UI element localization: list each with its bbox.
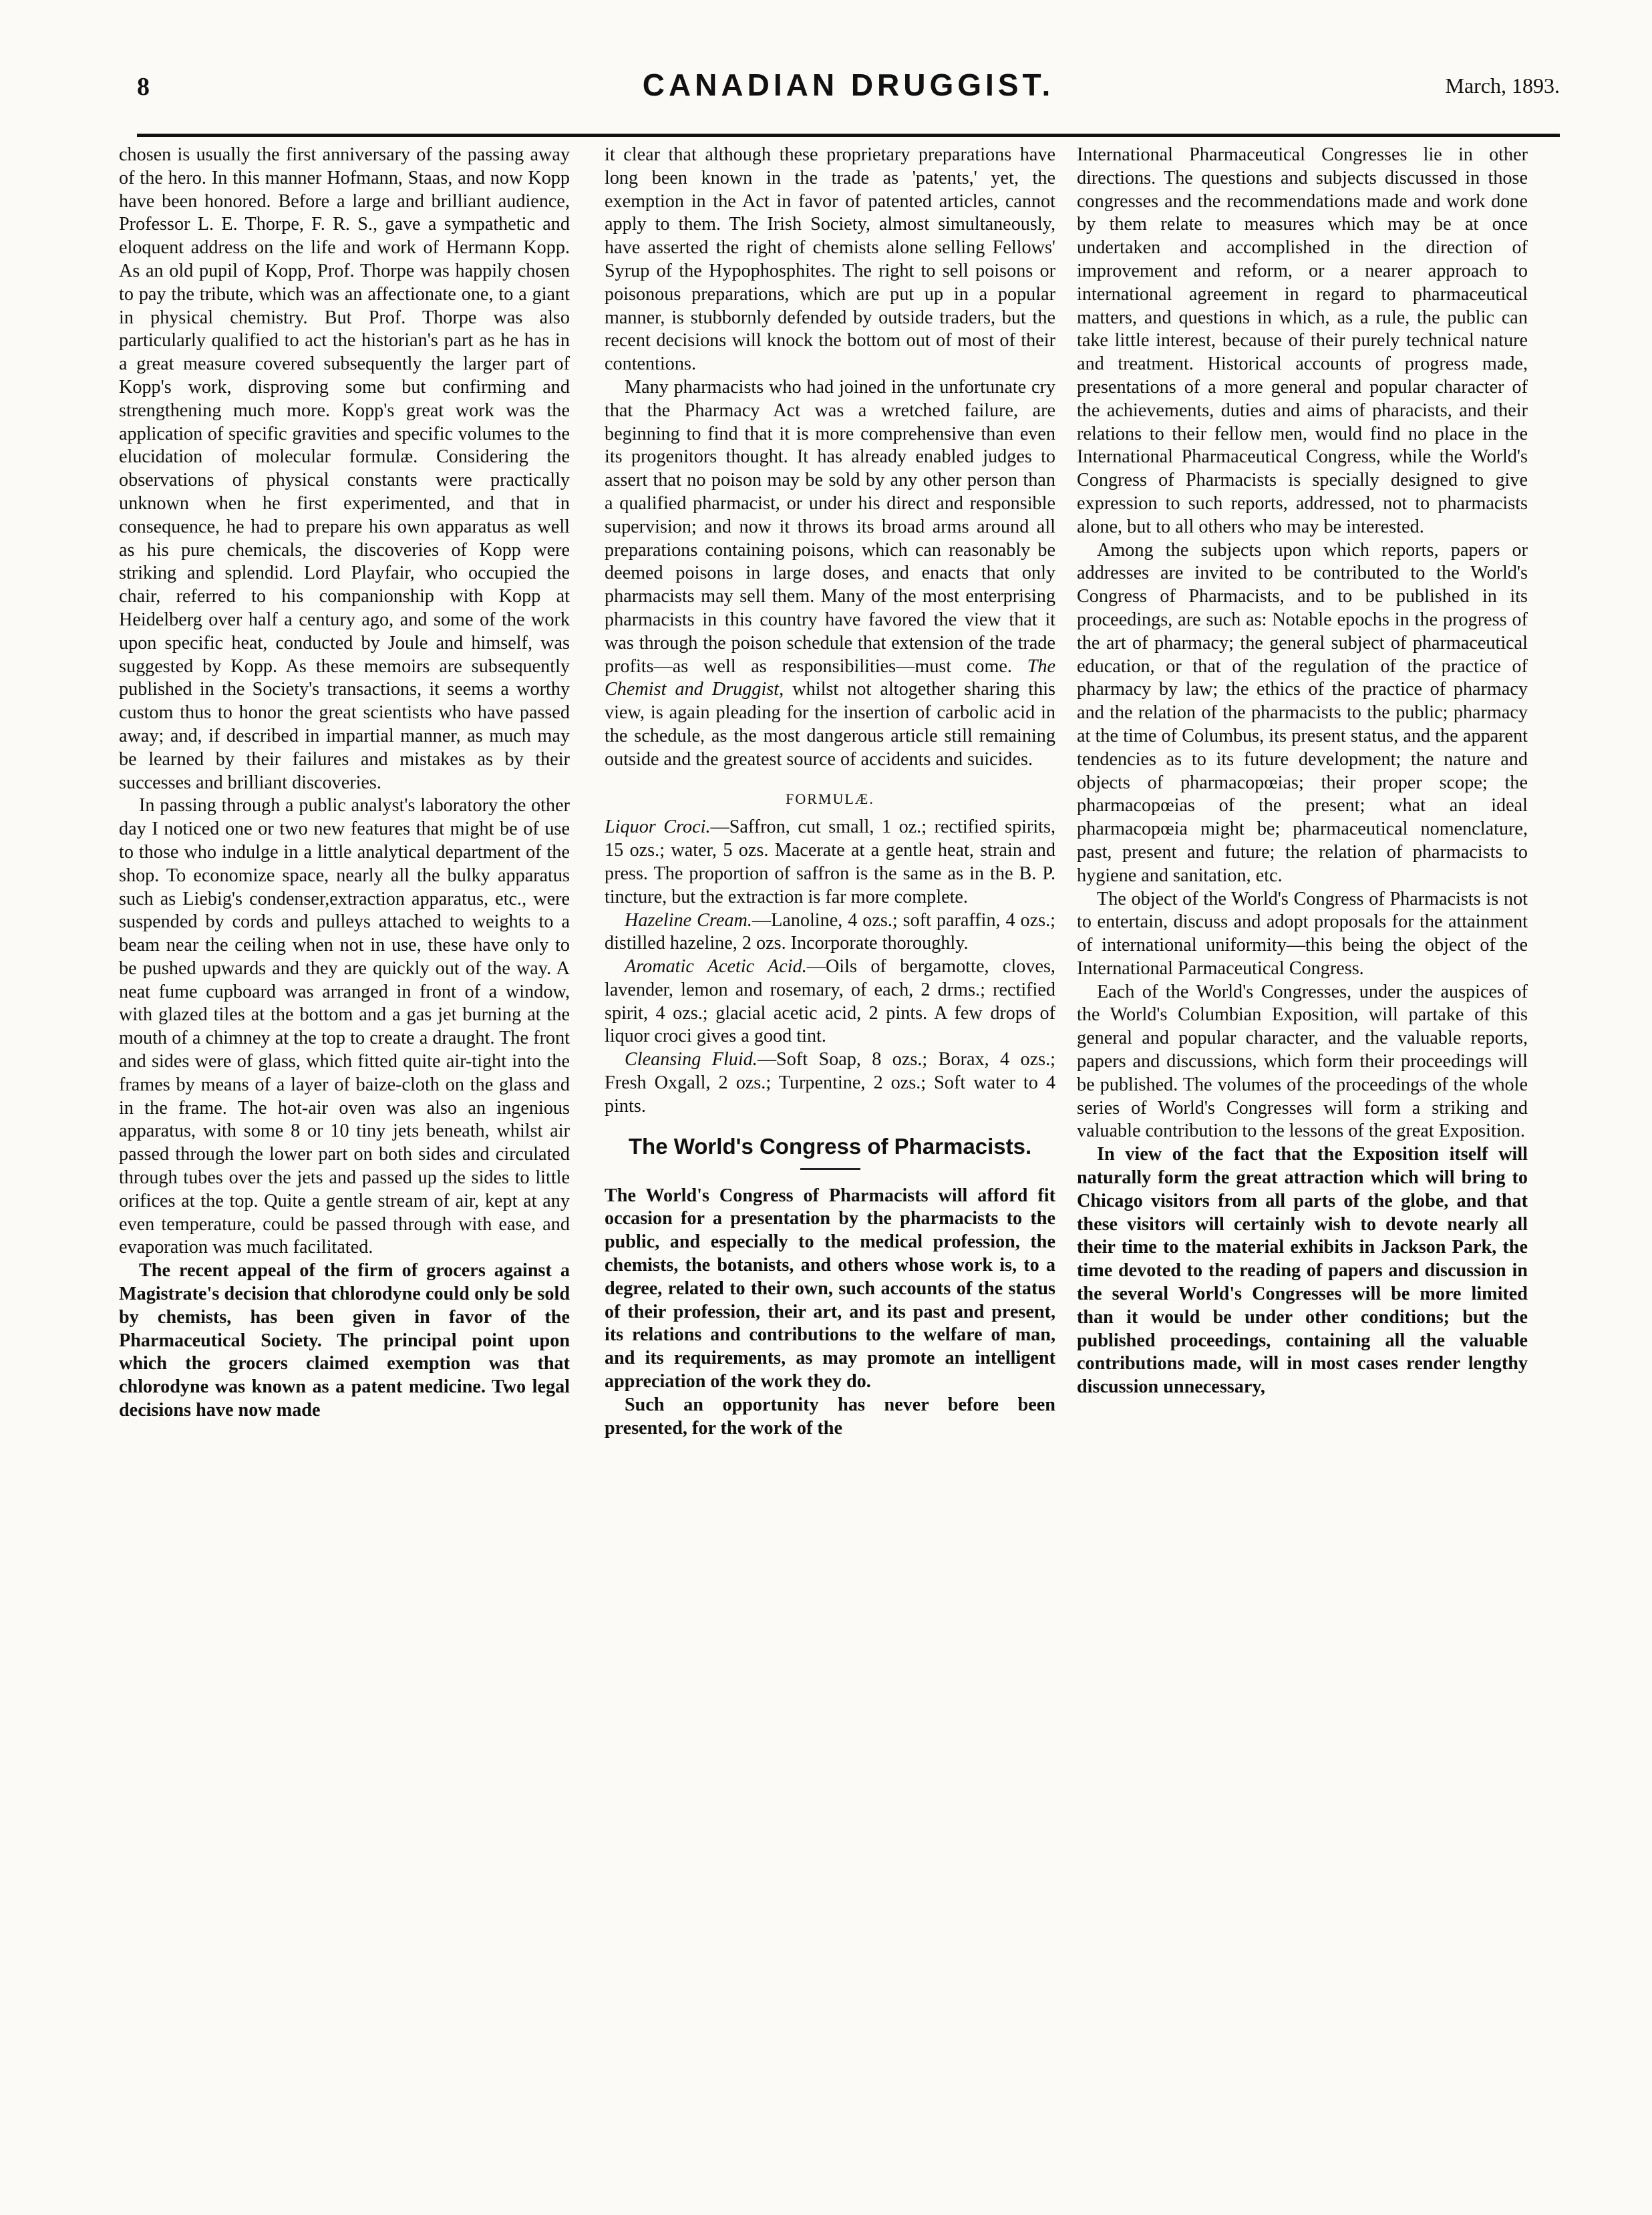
formula-3-name: Aromatic Acetic Acid.: [625, 956, 807, 978]
formula-4-name: Cleansing Fluid.: [625, 1049, 758, 1070]
column-3: [1077, 144, 1528, 1399]
article-paragraph-1: The World's Congress of Pharmacists will afford fit occasion for a presentation by the pharmacists to the public, and especially to the medical profession, the chemists, the botanists, and others whose work is, to a degree, related to their own, such accounts of the status of their profession, their art, and its past and present, its relations and contributions to the welfare of man, and its requirements, as may promote an intelligent appreciation of the work they do.: [605, 1185, 1055, 1392]
column-1: [119, 144, 570, 1423]
issue-date: March, 1893.: [1445, 73, 1560, 98]
column3-paragraph-1: International Pharmaceutical Congresses lie in other directions. The questions and subjects discussed in those congresses and the recommendations made and work done by them relate to measures which may be at once undertaken and accomplished in the direction of improvement and reform, or a nearer approach to international agreement in regard to pharmaceutical matters, and questions in which, as a rule, the public can take little interest, because of their purely technical nature and treatment. Historical accounts of progress made, presentations of a more general and popular character of the achievements, duties and aims of pharacists, and their relations to their fellow men, would find no place in the International Pharmaceutical Congress, while the World's Congress of Pharmacists is specially designed to give expression to such reports, addressed, not to pharmacists alone, but to all others who may be interested.: [1077, 144, 1528, 537]
formula-2-name: Hazeline Cream.: [625, 909, 752, 931]
formula-hazeline-cream: [605, 909, 1055, 956]
page-number: 8: [137, 73, 150, 101]
title-rule: [800, 1168, 860, 1170]
formula-4-text: —Soft Soap, 8 ozs.; Borax, 4 ozs.; Fresh Oxgall, 2 ozs.; Turpentine, 2 ozs.; Soft water to 4 pints.: [605, 1049, 1056, 1117]
column-2: [605, 144, 1055, 1440]
formula-3-text: —Oils of bergamotte, cloves, lavender, lemon and rosemary, of each, 2 drms.; rectified spirit, 4 ozs.; glacial acetic acid, 2 pints. A few drops of liquor croci gives a good tint.: [605, 956, 1055, 1047]
page-header: [137, 67, 1560, 114]
journal-title: The Chemist and Druggist,: [605, 655, 1055, 700]
column2-paragraph-2-text: Many pharmacists who had joined in the unfortunate cry that the Pharmacy Act was a wretched failure, are beginning to find that it is more comprehensive than even its progenitors thought. It has already enabled judges to assert that no poison may be sold by any other person than a qualified pharmacist, or under his direct and responsible supervision; and now it throws its broad arms around all preparations containing poisons, which can reasonably be deemed poisons in large doses, and enacts that only pharmacists may sell them. Many of the most enterprising pharmacists in this country have favored the view that it was through the poison schedule that extension of the trade profits—as well as responsibilities—must come.: [605, 376, 1055, 677]
formula-cleansing-fluid: [605, 1048, 1055, 1118]
formula-1-text: —Saffron, cut small, 1 oz.; rectified spirits, 15 ozs.; water, 5 ozs. Macerate at a gentle heat, strain and press. The proportion of saffron is the same as in the B. P. tincture, but the extraction is far more complete.: [605, 817, 1055, 907]
formula-aromatic-acetic-acid: [605, 955, 1055, 1048]
column3-paragraph-5: In view of the fact that the Exposition itself will naturally form the great attraction which will bring to Chicago visitors from all parts of the globe, and that these visitors will certainly wish to devote nearly all their time to the material exhibits in Jackson Park, the time devoted to the reading of papers and discussion in the several World's Congresses will be more limited than it would be under other conditions; but the published proceedings, containing all the valuable contributions made, will in most cases render lengthy discussion unnecessary,: [1077, 1144, 1528, 1398]
column2-paragraph-1: it clear that although these proprietary preparations have long been known in the trade as 'patents,' yet, the exemption in the Act in favor of patented articles, cannot apply to them. The Irish Society, almost simultaneously, have asserted the right of chemists alone selling Fellows' Syrup of the Hypophosphites. The right to sell poisons or poisonous preparations, which are put up in a popular manner, is stubbornly defended by outside traders, but the recent decisions will knock the bottom out of most of their contentions.: [605, 144, 1055, 375]
masthead-title: CANADIAN DRUGGIST.: [642, 67, 1055, 102]
formula-2-text: —Lanoline, 4 ozs.; soft paraffin, 4 ozs.; distilled hazeline, 2 ozs. Incorporate thoroughly.: [605, 909, 1056, 954]
column2-paragraph-2: [605, 376, 1055, 772]
column3-paragraph-4: Each of the World's Congresses, under the auspices of the World's Columbian Exposition, will partake of this general and popular character, and the valuable reports, papers and discussions, which form their proceedings will be published. The volumes of the proceedings of the whole series of World's Congresses will form a striking and valuable contribution to the lessons of the great Exposition.: [1077, 981, 1528, 1142]
header-rule: [137, 134, 1560, 137]
formula-liquor-croci: [605, 816, 1055, 909]
column1-paragraph-2: In passing through a public analyst's laboratory the other day I noticed one or two new features that might be of use to those who indulge in a little analytical department of the shop. To economize space, nearly all the bulky apparatus such as Liebig's condenser,extraction apparatus, etc., were suspended by cords and pulleys attached to weights to a beam near the ceiling when not in use, these have only to be pushed upwards and they are quickly out of the way. A neat fume cupboard was arranged in front of a window, with glazed tiles at the bottom and a gas jet burning at the mouth of a chimney at the top to create a draught. The front and sides were of glass, which fitted quite air-tight into the frames by means of a layer of baize-cloth on the glass and in the frame. The hot-air oven was also an ingenious apparatus, with some 8 or 10 tiny jets beneath, whilst air passed through the lower part on both sides and circulated through tubes over the jets and passed up the sides to little orifices at the top. Quite a gentle stream of air, kept at any even temperature, could be passed through with ease, and evaporation was much facilitated.: [119, 795, 570, 1258]
column3-paragraph-2: Among the subjects upon which reports, papers or addresses are invited to be contributed to the World's Congress of Pharmacists, and to be published in its proceedings, are such as: Notable epochs in the progress of the art of pharmacy; the general subject of pharmaceutical education, or that of the regulation of the practice of pharmacy by law; the ethics of the practice of pharmacy and the relation of the pharmacists to the public; pharmacy at the time of Columbus, its present status, and the apparent tendencies as to its future development; the nature and objects of pharmacopœias; their proper scope; the pharmacopœias of the present; what an ideal pharmacopœia might be; pharmaceutical nomenclature, past, present and future; the relation of pharmacists to hygiene and sanitation, etc.: [1077, 539, 1528, 886]
column1-paragraph-3: The recent appeal of the firm of grocers against a Magistrate's decision that chlorodyne could only be sold by chemists, has been given in favor of the Pharmaceutical Society. The principal point upon which the grocers claimed exemption was that chlorodyne was known as a patent medicine. Two legal decisions have now made: [119, 1260, 570, 1421]
column1-paragraph-1: chosen is usually the first anniversary of the passing away of the hero. In this manner Hofmann, Staas, and now Kopp have been honored. Before a large and brilliant audience, Professor L. E. Thorpe, F. R. S., gave a sympathetic and eloquent address on the life and work of Hermann Kopp. As an old pupil of Kopp, Prof. Thorpe was happily chosen to pay the tribute, which was an affectionate one, to a giant in physical chemistry. But Prof. Thorpe was also particularly qualified to act the historian's part as he has in a great measure covered subsequently the larger part of Kopp's work, disproving some but confirming and strengthening much more. Kopp's great work was the application of specific gravities and specific volumes to the elucidation of molecular formulæ. Considering the observations of physical constants were practically unknown when he first experimented, and that in consequence, he had to prepare his own apparatus as well as his pure chemicals, the discoveries of Kopp were striking and splendid. Lord Playfair, who occupied the chair, referred to his companionship with Kopp at Heidelberg over half a century ago, and some of the work upon specific heat, conducted by Joule and himself, was suggested by Kopp. As these memoirs are subsequently published in the Society's transactions, it seems a worthy custom thus to honor the great scientists who have passed away; and, if described in impartial manner, as much may be learned by their failures and mistakes as by their successes and brilliant discoveries.: [119, 144, 570, 793]
article-paragraph-2: Such an opportunity has never before been presented, for the work of the: [605, 1394, 1055, 1439]
formulae-heading: FORMULÆ.: [786, 790, 874, 807]
article-title: The World's Congress of Pharmacists.: [628, 1133, 1032, 1159]
formula-1-name: Liquor Croci.: [605, 817, 711, 838]
column3-paragraph-3: The object of the World's Congress of Pharmacists is not to entertain, discuss and adopt proposals for the attainment of international uniformity—this being the object of the International Parmaceutical Congress.: [1077, 888, 1528, 979]
column2-paragraph-2-end: whilst not altogether sharing this view, is again pleading for the insertion of carbolic acid in the schedule, as the most dangerous article still remaining outside and the greatest source of accidents and suicides.: [605, 679, 1056, 770]
